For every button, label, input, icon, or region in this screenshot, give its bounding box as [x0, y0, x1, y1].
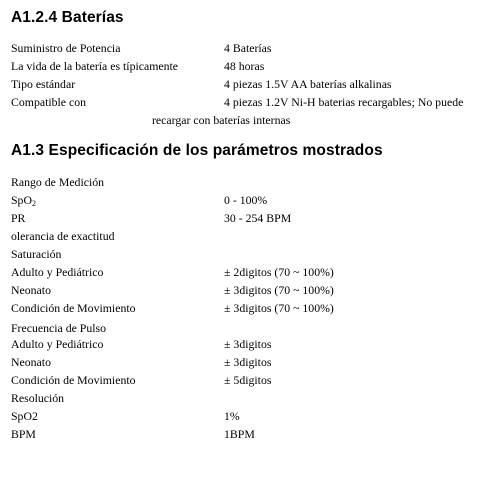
spo2-subscript: 2 — [31, 199, 36, 208]
pr-range-value: 30 - 254 BPM — [224, 211, 292, 225]
saturation-motion-value: ± 3digitos (70 ~ 100%) — [224, 301, 334, 315]
section-heading-parameters: A1.3 Especificación de los parámetros mostrados — [11, 142, 383, 159]
tolerance-label: olerancia de exactitud — [11, 229, 115, 243]
measurement-range-label: Rango de Medición — [11, 175, 105, 189]
saturation-neonate-label: Neonato — [11, 283, 51, 297]
saturation-motion-label: Condición de Movimiento — [11, 301, 136, 315]
spo2-range-value: 0 - 100% — [224, 193, 268, 207]
battery-life-label: La vida de la batería es típicamente — [11, 59, 179, 73]
section-heading-batteries: A1.2.4 Baterías — [11, 9, 124, 26]
battery-life-value: 48 horas — [224, 59, 265, 73]
saturation-label: Saturación — [11, 247, 62, 261]
saturation-neonate-value: ± 3digitos (70 ~ 100%) — [224, 283, 334, 297]
pulse-motion-label: Condición de Movimiento — [11, 373, 136, 387]
pulse-motion-value: ± 5digitos — [224, 373, 272, 387]
pulse-adult-value: ± 3digitos — [224, 337, 272, 351]
pr-range-label: PR — [11, 211, 26, 225]
compatible-label: Compatible con — [11, 95, 87, 109]
resolution-spo2-label: SpO2 — [11, 409, 38, 423]
resolution-spo2-value: 1% — [224, 409, 240, 423]
pulse-neonate-value: ± 3digitos — [224, 355, 272, 369]
pulse-neonate-label: Neonato — [11, 355, 51, 369]
resolution-label: Resolución — [11, 391, 65, 405]
standard-type-label: Tipo estándar — [11, 77, 76, 91]
pulse-adult-label: Adulto y Pediátrico — [11, 337, 104, 351]
saturation-adult-value: ± 2digitos (70 ~ 100%) — [224, 265, 334, 279]
power-supply-value: 4 Baterías — [224, 41, 272, 55]
spo2-range-label — [11, 193, 36, 207]
compatible-value: 4 piezas 1.2V Ni-H baterias recargables; No puede — [224, 95, 464, 109]
resolution-bpm-value: 1BPM — [224, 427, 255, 441]
saturation-adult-label: Adulto y Pediátrico — [11, 265, 104, 279]
standard-type-value: 4 piezas 1.5V AA baterías alkalinas — [224, 77, 392, 91]
power-supply-label: Suministro de Potencia — [11, 41, 121, 55]
spo2-text: SpO — [11, 193, 32, 207]
compatible-continuation: recargar con baterías internas — [152, 113, 291, 127]
pulse-rate-label: Frecuencia de Pulso — [11, 321, 107, 335]
resolution-bpm-label: BPM — [11, 427, 36, 441]
